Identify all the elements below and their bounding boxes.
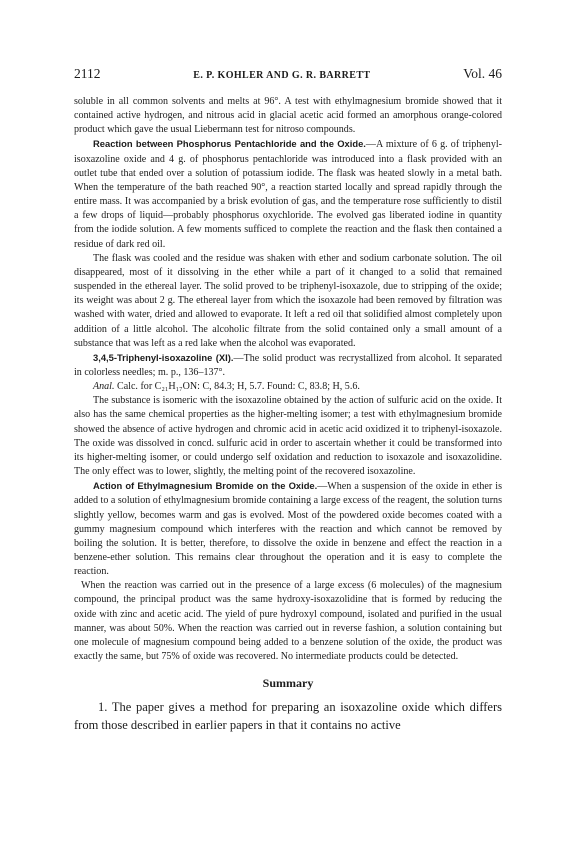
section-heading-grignard: Action of Ethylmagnesium Bromide on the Oxide. [93,480,318,492]
paragraph-continuation: soluble in all common solvents and melts at 96°. A test with ethylmagnesium bromide showed that it contained active hydrogen, and nitrous acid in glacial acetic acid formed an amorphous orange-colored product which gave the usual Liebermann test for nitroso compounds. [74,96,502,136]
summary-item-1: 1. The paper gives a method for preparing an isoxazoline oxide which differs from those described in earlier papers in that it contains no active [74,700,502,732]
running-authors: E. P. KOHLER AND G. R. BARRETT [193,70,371,81]
article-body [74,95,502,664]
paragraph-pcl5 [74,137,502,251]
section-heading-pcl5: Reaction between Phosphorus Pentachloride and the Oxide. [93,138,366,150]
paragraph-analysis [74,380,502,394]
analysis-label: Anal. [93,381,115,393]
paragraph-isomer: The substance is isomeric with the isoxazoline obtained by the action of sulfuric acid on the oxide. It also has the same chemical properties as the higher-melting isomer; a test with ethylmagnesium bromide showed the absence of active hydrogen and chromic acid in acetic acid oxidized it to triphenyl-isoxazole. The oxide was dissolved in concd. sulfuric acid in order to ascertain whether it could be transformed into its higher-melting isomer, or could undergo self oxidation and reduction to isoxazole and isoxazolidine. The only effect was to lower, slightly, the melting point of the recovered isoxazoline. [74,395,502,478]
page-number: 2112 [74,66,101,81]
paragraph-pcl5-text: —A mixture of 6 g. of triphenyl-isoxazoline oxide and 4 g. of phosphorus pentachloride was introduced into a flask provided with an outlet tube that ended over a solution of potassium iodide. The flask was heated slowly in a metal bath. When the temperature of the bath reached 90°, a reaction started locally and spread rapidly through the entire mass. It was accompanied by a brisk evolution of gas, and the temperature rose sufficiently to distil a few drops of liquid—probably phosphorus oxychloride. The evolved gas liberated iodine in quantity from the iodide solution. A few moments sufficed to complete the reaction and the flask then contained a residue of dark red oil. [74,139,502,250]
paragraph-triphenyl [74,351,502,380]
paragraph-grignard-text: —When a suspension of the oxide in ether is added to a solution of ethylmagnesium bromide containing a large excess of the reagent, the solution turns slightly yellow, becomes warm and gas is evolved. Most of the powdered oxide becomes coated with a gummy magnesium compound which interferes with the reaction and which cannot be removed by boiling the solution. It is better, therefore, to dissolve the oxide in benzene and effect the reaction in a benzene-ether solution. This remains clear throughout the operation and it is easy to complete the reaction. [74,481,503,578]
paragraph-grignard [74,479,502,579]
running-header [74,66,502,82]
paragraph-workup: The flask was cooled and the residue was shaken with ether and sodium carbonate solution. The oil disappeared, most of it dissolving in the ether while a part of it changed to a solid that remained suspended in the ethereal layer. The solid proved to be triphenyl-isoxazole, due to stripping of the oxide; its weight was about 2 g. The ethereal layer from which the isoxazole had been removed by filtration was washed with water, dried and allowed to evaporate. It left a red oil that solidified almost completely upon addition of a little alcohol. The alcoholic filtrate from the solid contained only a small amount of a substance that was left as a red lake when the alcohol was evaporated. [74,252,502,349]
paragraph-excess: When the reaction was carried out in the presence of a large excess (6 molecules) of the magnesium compound, the principal product was the same hydroxy-isoxazolidine that is formed by reducing the oxide with zinc and acetic acid. The yield of pure hydroxyl compound, isolated and purified in the usual manner, was about 50%. When the reaction was carried out in reverse fashion, a solution containing but one molecule of magnesium compound being added to a benzene solution of the oxide, the product was exactly the same, but 75% of oxide was recovered. No intermediate products could be detected. [74,580,502,663]
paragraph-triphenyl-text: —The solid product was recrystallized from alcohol. It separated in colorless needles; m. p., 136–137°. [74,352,503,378]
section-heading-triphenyl: 3,4,5-Triphenyl-isoxazoline (XI). [93,351,234,363]
volume-label: Vol. 46 [463,66,502,81]
analysis-values: Calc. for C₂₁H₁₇ON: C, 84.3; H, 5.7. Found: C, 83.8; H, 5.6. [114,381,360,393]
summary-section [74,699,502,734]
summary-heading: Summary [262,676,314,691]
